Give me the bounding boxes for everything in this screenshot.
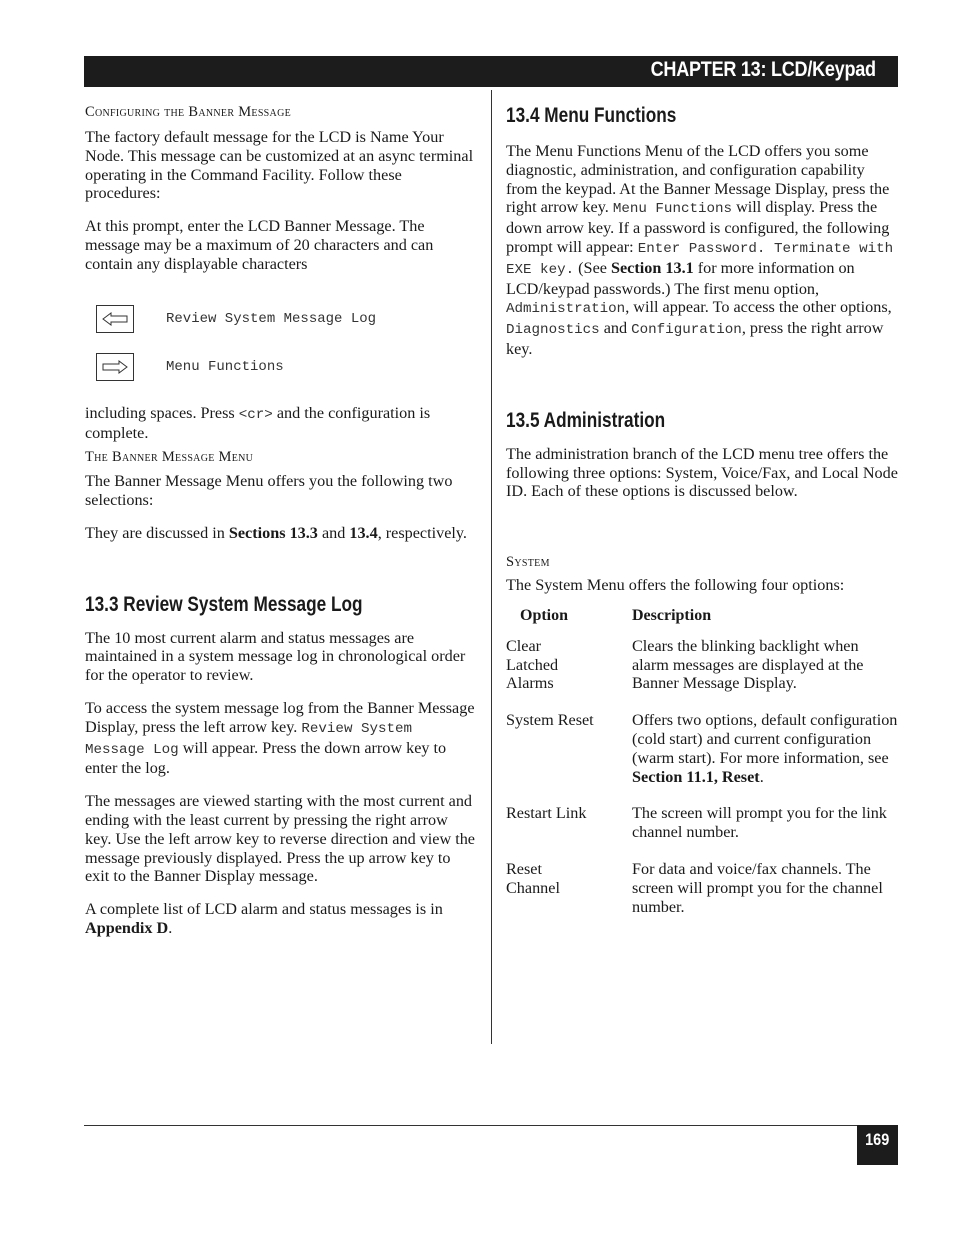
appendix-text-c: .: [168, 918, 173, 937]
description-cell: For data and voice/fax channels. The screen will prompt you for the channel number.: [632, 859, 883, 916]
key-label-review: Review System Message Log: [166, 310, 377, 327]
option-line: Latched: [506, 655, 559, 674]
option-cell: [506, 637, 632, 711]
option-line: Restart Link: [506, 804, 587, 823]
config-intro-paragraph: The factory default message for the LCD is Name Your Node. This message can be customized at an async terminal operating in the Command Facility. Follow these procedures:: [85, 128, 474, 203]
table-row: [506, 637, 898, 711]
left-column: [85, 103, 477, 938]
spaces-text-b: and the configuration is complete.: [85, 403, 431, 443]
mf-text-f: and: [599, 319, 632, 338]
page-number: 169: [865, 1130, 890, 1149]
description-end: .: [759, 767, 764, 786]
appendix-text-a: A complete list of LCD alarm and status messages is in: [85, 900, 443, 919]
system-menu-paragraph: The System Menu offers the following four options:: [506, 576, 845, 595]
key-row-menu: [85, 350, 477, 398]
mf-text-d: for more information on LCD/keypad passwords.) The first menu option,: [506, 258, 855, 298]
menu-functions-paragraph: [506, 142, 898, 359]
system-options-table: [506, 607, 898, 916]
section-13-3-title: 13.3 Review System Message Log: [85, 592, 363, 616]
section-13-4-title: 13.4 Menu Functions: [506, 104, 677, 127]
option-cell: [506, 711, 632, 804]
option-line: Channel: [506, 878, 560, 897]
spaces-text-a: including spaces. Press: [85, 403, 239, 422]
administration-paragraph: The administration branch of the LCD menu tree offers the following three options: System, Voice/Fax, and Local Node ID. Each of these options is discussed below.: [506, 444, 898, 501]
configuring-banner-heading: Configuring the Banner Message: [85, 104, 291, 120]
menu-functions-code: Menu Functions: [612, 201, 733, 218]
option-line: System Reset: [506, 711, 594, 730]
spaces-paragraph: [85, 404, 477, 444]
section-11-1-ref: Section 11.1, Reset: [632, 767, 760, 786]
log-access-paragraph: [85, 699, 477, 778]
log-access-text-b: will appear. Press the down arrow key to enter the log.: [85, 738, 447, 778]
sections-text-c: and: [317, 523, 350, 542]
key-row-review: [85, 302, 477, 350]
chapter-title: CHAPTER 13: LCD/Keypad: [650, 58, 876, 81]
cr-code: <cr>: [238, 406, 273, 423]
mf-text-b: will display. Press the down arrow key. If a password is configured, the following prompt will appear:: [506, 198, 890, 256]
chapter-header-bar: [84, 56, 898, 87]
key-label-menu: Menu Functions: [166, 358, 284, 375]
appendix-paragraph: [85, 900, 477, 938]
option-cell: [506, 804, 632, 860]
table-row: [506, 860, 898, 916]
sections-ref-2: 13.4: [349, 523, 378, 542]
option-cell: [506, 860, 632, 916]
page-number-box: [857, 1125, 898, 1165]
log-intro-paragraph: The 10 most current alarm and status messages are maintained in a system message log in chronological order for the operator to review.: [85, 628, 466, 685]
mf-text-c: (See: [574, 258, 611, 277]
appendix-ref: Appendix D: [85, 918, 169, 937]
option-column-header: Option: [520, 606, 569, 624]
sections-text-d: , respectively.: [377, 523, 467, 542]
mf-text-g: , press the right arrow key.: [506, 319, 884, 358]
description-text: Offers two options, default configuration (cold start) and current configuration (warm start). For more information, see: [632, 711, 898, 767]
mf-text-e: , will appear. To access the other options,: [625, 298, 892, 317]
banner-menu-paragraph: The Banner Message Menu offers you the following two selections:: [85, 472, 453, 509]
footer-rule: [84, 1125, 898, 1126]
table-header-row: [506, 607, 898, 637]
right-arrow-key: [96, 353, 134, 381]
mf-text-a: The Menu Functions Menu of the LCD offers you some diagnostic, administration, and configuration capability from the keypad. At the Banner Message Display, press the right arrow key.: [506, 142, 890, 217]
right-arrow-icon: [102, 360, 128, 374]
log-access-text-a: To access the system message log from the Banner Message Display, press the left arrow key.: [85, 698, 475, 736]
section-13-1-ref: Section 13.1: [610, 258, 694, 277]
banner-prompt-paragraph: At this prompt, enter the LCD Banner Message. The message may be a maximum of 20 characters and can contain any displayable characters: [85, 217, 434, 273]
sections-text-a: They are discussed in: [85, 523, 229, 542]
key-list: [85, 302, 477, 398]
configuration-code: Configuration: [631, 322, 742, 339]
sections-ref-1: Sections 13.3: [228, 523, 318, 542]
left-arrow-icon: [102, 312, 128, 326]
sections-paragraph: [85, 524, 477, 543]
system-heading: System: [506, 554, 550, 571]
option-line: Alarms: [506, 674, 554, 693]
description-cell: Clears the blinking backlight when alarm messages are displayed at the Banner Message Display.: [632, 636, 864, 693]
description-cell: [632, 711, 898, 804]
table-row: [506, 804, 898, 860]
messages-viewed-paragraph: The messages are viewed starting with the most current and ending with the least current by pressing the right arrow key. Use the left arrow key to reverse direction and view the message previously displayed. Press the up arrow key to exit to the Banner Display message.: [85, 792, 475, 886]
administration-code: Administration: [506, 301, 626, 318]
left-arrow-key: [96, 305, 134, 333]
diagnostics-code: Diagnostics: [506, 322, 600, 339]
option-line: Clear: [506, 636, 542, 655]
description-column-header: Description: [632, 606, 712, 624]
right-column: [506, 103, 898, 916]
banner-menu-heading: The Banner Message Menu: [85, 449, 254, 466]
enter-password-code: Enter Password. Terminate with EXE key.: [506, 240, 894, 278]
section-13-5-title: 13.5 Administration: [506, 408, 666, 432]
description-cell: The screen will prompt you for the link channel number.: [632, 804, 887, 842]
table-row: [506, 711, 898, 804]
review-log-code: Review System Message Log: [85, 720, 413, 758]
column-divider: [491, 90, 492, 1044]
option-line: Reset: [506, 859, 542, 878]
